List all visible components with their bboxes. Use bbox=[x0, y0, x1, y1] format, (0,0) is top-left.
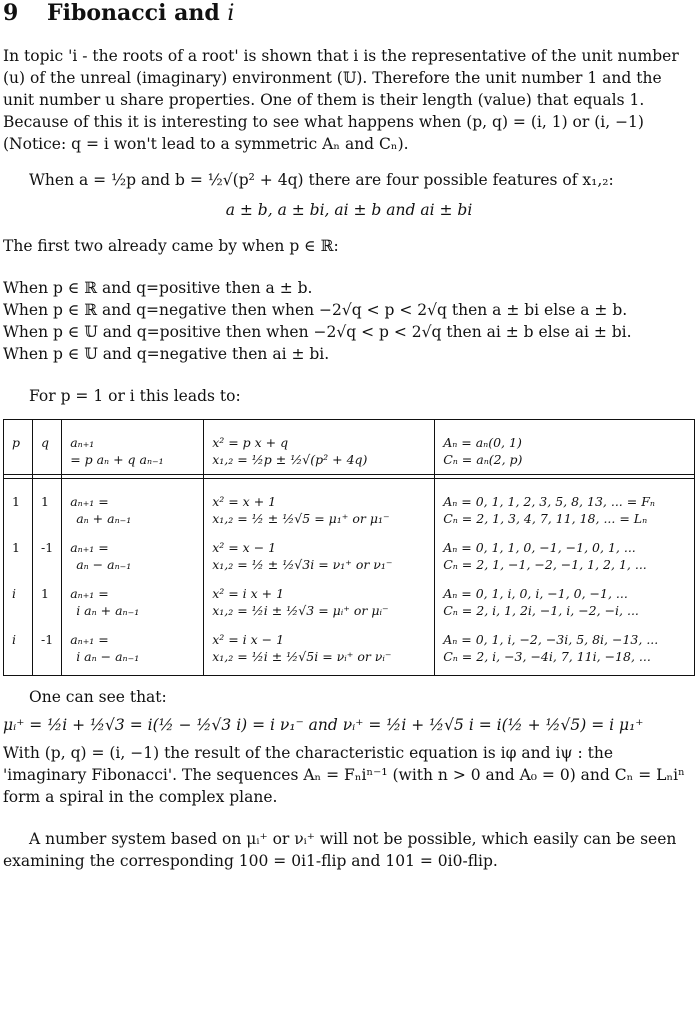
table-row bbox=[4, 575, 695, 621]
header-recurrence: aₙ₊₁ = p aₙ + q aₙ₋₁ bbox=[62, 420, 204, 475]
cell-q: 1 bbox=[33, 479, 62, 530]
cell-equation: x² = x + 1 x₁,₂ = ½ ± ½√5 = μ₁⁺ or μ₁⁻ bbox=[204, 479, 435, 530]
fibonacci-table bbox=[3, 419, 695, 676]
cell-p: i bbox=[4, 621, 33, 676]
cell-sequences: Aₙ = 0, 1, 1, 0, −1, −1, 0, 1, ... Cₙ = 2, 1, −1, −2, −1, 1, 2, 1, ... bbox=[435, 529, 695, 575]
section-number: 9 bbox=[3, 0, 19, 26]
intro-paragraph: In topic 'i - the roots of a root' is shown that i is the representative of the unit number (u) of the unreal (imaginary) environment (𝕌). Therefore the unit number 1 and the unit number u share properties. One of them is their length (value) that equals 1. Because of this it is interesting to see what happens when (p, q) = (i, 1) or (i, −1) (Notice: q = i won't lead to a symmetric Aₙ and Cₙ). bbox=[3, 47, 679, 153]
header-equation: x² = p x + q x₁,₂ = ½p ± ½√(p² + 4q) bbox=[204, 420, 435, 475]
mu-nu-formula: μᵢ⁺ = ½i + ½√3 = i(½ − ½√3 i) = i ν₁⁻ and νᵢ⁺ = ½i + ½√5 i = i(½ + ½√5) = i μ₁⁺ bbox=[3, 716, 644, 734]
header-sequences: Aₙ = aₙ(0, 1) Cₙ = aₙ(2, p) bbox=[435, 420, 695, 475]
header-q: q bbox=[33, 420, 62, 475]
section-heading bbox=[3, 0, 695, 27]
table-row bbox=[4, 529, 695, 575]
condition-line: When p ∈ 𝕌 and q=positive then when −2√q < p < 2√q then ai ± b else ai ± bi. bbox=[3, 323, 632, 341]
one-can-see-paragraph: One can see that: bbox=[29, 688, 167, 706]
document-page bbox=[3, 0, 695, 872]
number-system-paragraph: A number system based on μᵢ⁺ or νᵢ⁺ will not be possible, which easily can be seen examining the corresponding 100 = 0i1-flip and 101 = 0i0-flip. bbox=[3, 830, 677, 870]
cell-equation: x² = i x − 1 x₁,₂ = ½i ± ½√5i = νᵢ⁺ or νᵢ⁻ bbox=[204, 621, 435, 676]
for-p-paragraph: For p = 1 or i this leads to: bbox=[29, 387, 241, 405]
table-row bbox=[4, 621, 695, 676]
table-row bbox=[4, 479, 695, 530]
table-header-row bbox=[4, 420, 695, 475]
condition-line: When p ∈ ℝ and q=negative then when −2√q < p < 2√q then a ± bi else a ± b. bbox=[3, 301, 628, 319]
cell-q: 1 bbox=[33, 575, 62, 621]
cell-p: 1 bbox=[4, 529, 33, 575]
cell-sequences: Aₙ = 0, 1, i, −2, −3i, 5, 8i, −13, ... Cₙ = 2, i, −3, −4i, 7, 11i, −18, ... bbox=[435, 621, 695, 676]
section-title: Fibonacci and bbox=[47, 0, 220, 26]
cell-q: -1 bbox=[33, 621, 62, 676]
cell-equation: x² = i x + 1 x₁,₂ = ½i ± ½√3 = μᵢ⁺ or μᵢ⁻ bbox=[204, 575, 435, 621]
condition-line: When p ∈ 𝕌 and q=negative then ai ± bi. bbox=[3, 345, 330, 363]
condition-line: When p ∈ ℝ and q=positive then a ± b. bbox=[3, 279, 313, 297]
cell-p: 1 bbox=[4, 479, 33, 530]
first-two-paragraph: The first two already came by when p ∈ ℝ: bbox=[3, 237, 339, 255]
conditions-list bbox=[3, 277, 695, 365]
cell-recurrence: aₙ₊₁ = aₙ + aₙ₋₁ bbox=[62, 479, 204, 530]
cell-recurrence: aₙ₊₁ = i aₙ − aₙ₋₁ bbox=[62, 621, 204, 676]
cell-recurrence: aₙ₊₁ = aₙ − aₙ₋₁ bbox=[62, 529, 204, 575]
cell-equation: x² = x − 1 x₁,₂ = ½ ± ½√3i = ν₁⁺ or ν₁⁻ bbox=[204, 529, 435, 575]
cell-p: i bbox=[4, 575, 33, 621]
cell-sequences: Aₙ = 0, 1, i, 0, i, −1, 0, −1, ... Cₙ = 2, i, 1, 2i, −1, i, −2, −i, ... bbox=[435, 575, 695, 621]
cell-q: -1 bbox=[33, 529, 62, 575]
header-p: p bbox=[4, 420, 33, 475]
when-ab-paragraph: When a = ½p and b = ½√(p² + 4q) there are four possible features of x₁,₂: bbox=[29, 171, 614, 189]
features-formula: a ± b, a ± bi, ai ± b and ai ± bi bbox=[225, 201, 473, 219]
cell-recurrence: aₙ₊₁ = i aₙ + aₙ₋₁ bbox=[62, 575, 204, 621]
cell-sequences: Aₙ = 0, 1, 1, 2, 3, 5, 8, 13, ... = Fₙ Cₙ = 2, 1, 3, 4, 7, 11, 18, ... = Lₙ bbox=[435, 479, 695, 530]
with-pq-paragraph: With (p, q) = (i, −1) the result of the characteristic equation is iφ and iψ : the 'imaginary Fibonacci'. The sequences Aₙ = Fₙiⁿ⁻¹ (with n > 0 and A₀ = 0) and Cₙ = Lₙiⁿ form a spiral in the complex plane. bbox=[3, 744, 685, 806]
section-title-symbol: i bbox=[227, 1, 235, 26]
